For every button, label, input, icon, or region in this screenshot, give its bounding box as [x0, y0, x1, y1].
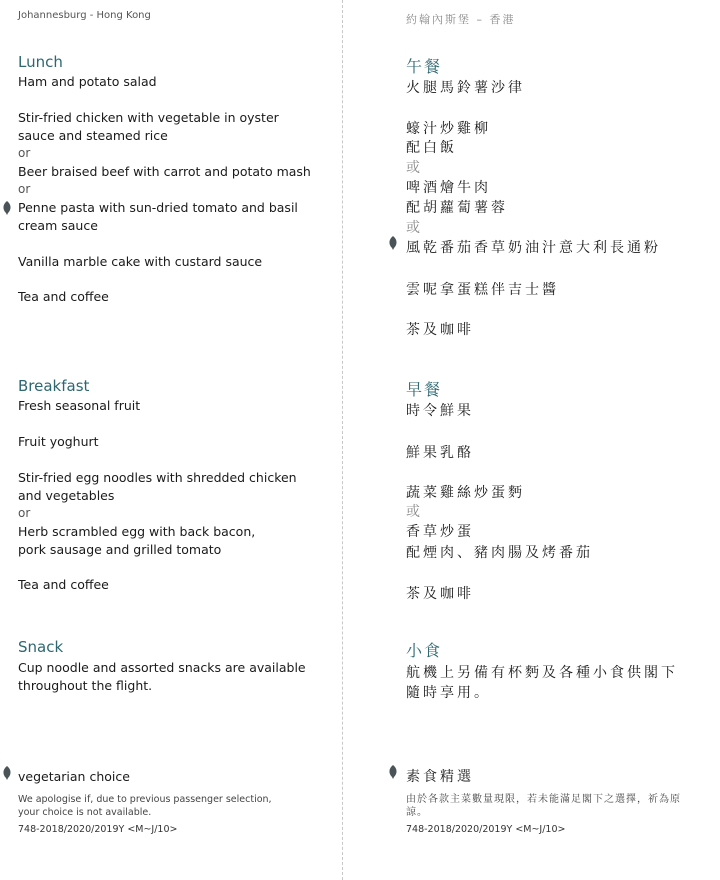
breakfast-main1-en-line1: Stir-fried egg noodles with shredded chicken [18, 470, 297, 485]
snack-desc-en-line1: Cup noodle and assorted snacks are available [18, 660, 306, 675]
breakfast-yoghurt-zh: 鮮果乳酪 [406, 445, 474, 461]
breakfast-main2-zh-line2: 配煙肉、豬肉腸及烤番茄 [406, 545, 593, 561]
column-divider [342, 0, 343, 880]
lunch-dessert-en: Vanilla marble cake with custard sauce [18, 254, 263, 269]
leaf-icon [0, 200, 14, 216]
breakfast-main2-en-line2: pork sausage and grilled tomato [18, 542, 222, 557]
breakfast-drinks-zh: 茶及咖啡 [406, 586, 474, 602]
lunch-main3-en-line1: Penne pasta with sun-dried tomato and basil [18, 200, 298, 215]
breakfast-main1-zh: 蔬菜雞絲炒蛋麪 [406, 485, 525, 501]
lunch-dessert-zh: 雲呢拿蛋糕伴吉士醬 [406, 282, 559, 298]
apology-note-en-line2: your choice is not available. [18, 807, 152, 818]
snack-desc-en-line2: throughout the flight. [18, 678, 153, 693]
lunch-starter-en: Ham and potato salad [18, 74, 157, 89]
leaf-icon [386, 235, 400, 251]
breakfast-main2-zh-line1: 香草炒蛋 [406, 524, 474, 540]
lunch-title-zh: 午餐 [406, 57, 443, 76]
breakfast-drinks-en: Tea and coffee [18, 577, 109, 592]
chinese-column [346, 0, 720, 880]
lunch-main2-zh-line2: 配胡蘿蔔薯蓉 [406, 200, 508, 216]
menu-code-zh: 748-2018/2020/2019Y <M~J/10> [406, 824, 566, 835]
leaf-icon [386, 764, 400, 780]
breakfast-title-en: Breakfast [18, 377, 90, 395]
lunch-main1-zh-line2: 配白飯 [406, 140, 457, 156]
lunch-main1-en-line1: Stir-fried chicken with vegetable in oyster [18, 110, 279, 125]
lunch-main2-en: Beer braised beef with carrot and potato mash [18, 164, 311, 179]
leaf-icon [0, 765, 14, 781]
route-zh: 約翰內斯堡 – 香港 [406, 13, 516, 26]
menu-code-en: 748-2018/2020/2019Y <M~J/10> [18, 824, 178, 835]
lunch-title-en: Lunch [18, 53, 63, 71]
breakfast-main2-en-line1: Herb scrambled egg with back bacon, [18, 524, 256, 539]
snack-title-zh: 小食 [406, 641, 443, 660]
lunch-main2-zh-line1: 啤酒燴牛肉 [406, 180, 491, 196]
english-column [0, 0, 340, 880]
snack-desc-zh-line2: 隨時享用。 [406, 685, 491, 701]
vegetarian-label-en: vegetarian choice [18, 769, 130, 784]
breakfast-yoghurt-en: Fruit yoghurt [18, 434, 99, 449]
breakfast-main1-en-line2: and vegetables [18, 488, 115, 503]
lunch-drinks-en: Tea and coffee [18, 289, 109, 304]
lunch-main1-zh-line1: 蠔汁炒雞柳 [406, 121, 491, 137]
breakfast-title-zh: 早餐 [406, 380, 443, 399]
lunch-main1-en-line2: sauce and steamed rice [18, 128, 168, 143]
breakfast-fruit-en: Fresh seasonal fruit [18, 398, 141, 413]
snack-desc-zh-line1: 航機上另備有杯麪及各種小食供閣下 [406, 665, 678, 681]
lunch-or-zh-2: 或 [406, 220, 420, 236]
lunch-or-zh-1: 或 [406, 160, 420, 176]
lunch-or-en-1: or [18, 146, 31, 160]
lunch-drinks-zh: 茶及咖啡 [406, 322, 474, 338]
lunch-or-en-2: or [18, 182, 31, 196]
snack-title-en: Snack [18, 638, 64, 656]
lunch-main3-en-line2: cream sauce [18, 218, 98, 233]
vegetarian-label-zh: 素食精選 [406, 769, 474, 785]
breakfast-fruit-zh: 時令鮮果 [406, 403, 474, 419]
lunch-main3-zh: 風乾番茄香草奶油汁意大利長通粉 [406, 240, 661, 256]
breakfast-or-zh: 或 [406, 504, 420, 520]
lunch-starter-zh: 火腿馬鈴薯沙律 [406, 80, 525, 96]
apology-note-zh: 由於各款主菜數量現限，若未能滿足閣下之選擇，祈為原諒。 [406, 794, 681, 818]
apology-note-en-line1: We apologise if, due to previous passenger selection, [18, 794, 272, 805]
breakfast-or-en: or [18, 506, 31, 520]
route-en: Johannesburg - Hong Kong [18, 10, 151, 21]
